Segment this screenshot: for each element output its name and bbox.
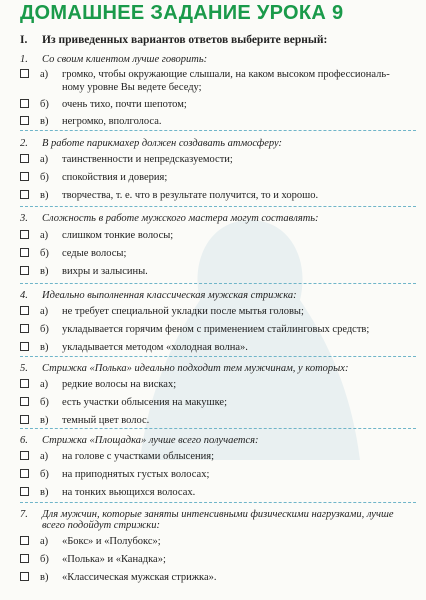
option-b[interactable]: б) седые волосы; [20, 247, 420, 260]
checkbox[interactable] [20, 451, 29, 460]
option-c[interactable]: в) «Классическая мужская стрижка». [20, 571, 420, 584]
option-a[interactable]: а) редкие волосы на висках; [20, 378, 420, 391]
question-text: 5. Стрижка «Полька» идеально подходит тем мужчинам, у которых: [20, 363, 349, 374]
option-b[interactable]: б) укладывается горячим феном с применением стайлинговых средств; [20, 323, 420, 336]
checkbox[interactable] [20, 69, 29, 78]
question-1 [20, 54, 420, 128]
divider [20, 356, 416, 357]
question-text-continued: всего подойдут стрижки: [42, 520, 160, 531]
option-c[interactable]: в) укладывается методом «холодная волна». [20, 341, 420, 354]
divider [20, 428, 416, 429]
option-b[interactable]: б) на приподнятых густых волосах; [20, 468, 420, 481]
option-c[interactable]: в) вихры и залысины. [20, 265, 420, 278]
divider [20, 130, 416, 131]
option-a[interactable]: а) таинственности и непредсказуемости; [20, 153, 420, 166]
checkbox[interactable] [20, 154, 29, 163]
checkbox[interactable] [20, 572, 29, 581]
question-text: 3. Сложность в работе мужского мастера могут составлять: [20, 213, 319, 224]
page-title: ДОМАШНЕЕ ЗАДАНИЕ УРОКА 9 [20, 2, 344, 24]
divider [20, 206, 416, 207]
section-number: I. [20, 34, 28, 46]
checkbox[interactable] [20, 116, 29, 125]
question-text: 2. В работе парикмахер должен создавать атмосферу: [20, 138, 283, 149]
checkbox[interactable] [20, 536, 29, 545]
option-a[interactable]: а) на голове с участками облысения; [20, 450, 420, 463]
question-3 [20, 213, 420, 278]
checkbox[interactable] [20, 99, 29, 108]
divider [20, 283, 416, 284]
option-a[interactable]: а) не требует специальной укладки после мытья головы; [20, 305, 420, 318]
divider [20, 502, 416, 503]
checkbox[interactable] [20, 415, 29, 424]
checkbox[interactable] [20, 230, 29, 239]
checkbox[interactable] [20, 487, 29, 496]
section-heading [20, 34, 327, 46]
question-text: 1. Со своим клиентом лучше говорить: [20, 54, 208, 65]
option-a[interactable]: а) слишком тонкие волосы; [20, 229, 420, 242]
option-b[interactable]: б) очень тихо, почти шепотом; [20, 98, 420, 111]
option-a[interactable]: а) «Бокс» и «Полубокс»; [20, 535, 420, 548]
checkbox[interactable] [20, 342, 29, 351]
section-instruction: Из приведенных вариантов ответов выберите верный: [42, 34, 328, 46]
question-text: 7. Для мужчин, которые заняты интенсивными физическими нагрузками, лучше [20, 509, 394, 520]
question-text: 6. Стрижка «Площадка» лучше всего получается: [20, 435, 259, 446]
option-b[interactable]: б) «Полька» и «Канадка»; [20, 553, 420, 566]
checkbox[interactable] [20, 554, 29, 563]
option-c[interactable]: в) творчества, т. е. что в результате получится, то и хорошо. [20, 189, 420, 202]
checkbox[interactable] [20, 469, 29, 478]
question-2 [20, 138, 420, 202]
option-b[interactable]: б) спокойствия и доверия; [20, 171, 420, 184]
question-4 [20, 290, 420, 354]
checkbox[interactable] [20, 324, 29, 333]
checkbox[interactable] [20, 190, 29, 199]
question-5 [20, 363, 420, 427]
option-c[interactable]: в) негромко, вполголоса. [20, 115, 420, 128]
option-c[interactable]: в) на тонких вьющихся волосах. [20, 486, 420, 499]
question-text: 4. Идеально выполненная классическая мужская стрижка: [20, 290, 297, 301]
checkbox[interactable] [20, 248, 29, 257]
question-6 [20, 435, 420, 499]
checkbox[interactable] [20, 306, 29, 315]
checkbox[interactable] [20, 266, 29, 275]
option-b[interactable]: б) есть участки облысения на макушке; [20, 396, 420, 409]
checkbox[interactable] [20, 379, 29, 388]
checkbox[interactable] [20, 397, 29, 406]
option-c[interactable]: в) темный цвет волос. [20, 414, 420, 427]
checkbox[interactable] [20, 172, 29, 181]
option-a[interactable]: а) громко, чтобы окружающие слышали, на каком высоком профессиональ- ному уровне Вы ведете беседу; [20, 68, 420, 94]
question-7 [20, 509, 420, 584]
